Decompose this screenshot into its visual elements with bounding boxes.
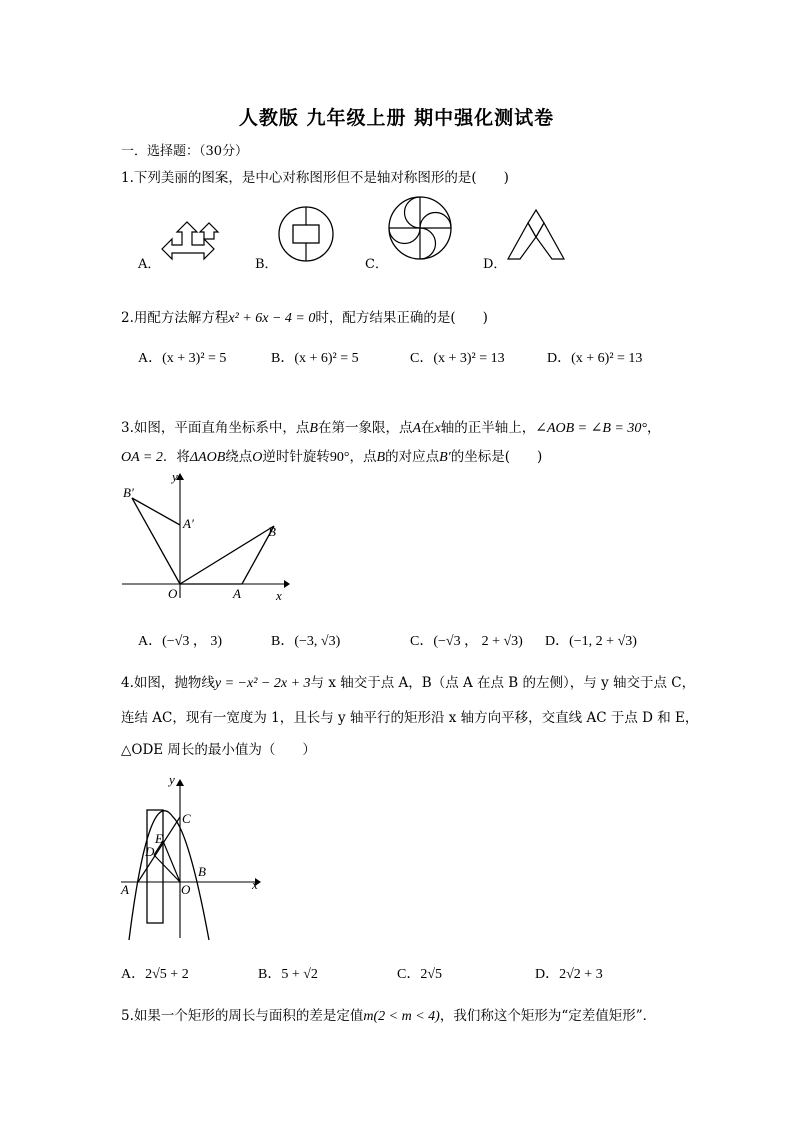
q1-figure-b-circle-rect bbox=[276, 204, 336, 264]
q4-graph-y-label: y bbox=[169, 772, 175, 787]
q3-point-a: A bbox=[412, 421, 422, 436]
q4-option-c: C．2√5 bbox=[397, 967, 443, 982]
q3-point-b-prime: B′ bbox=[439, 450, 451, 465]
q3-graph-b-prime-label: B′ bbox=[123, 485, 134, 500]
q1-figure-d-rhombi bbox=[506, 208, 566, 264]
q4-line-3: △ODE 周长的最小值为（ ） bbox=[121, 742, 316, 758]
q1-option-a-label: A． bbox=[138, 257, 161, 272]
q3-option-a: A．(−√3 ， 3) bbox=[138, 634, 223, 649]
q3-text: 轴的正半轴上， bbox=[440, 420, 536, 436]
q1-option-b-label: B． bbox=[255, 257, 278, 272]
q4-graph-c-label: C bbox=[182, 811, 191, 826]
q1-option-c-label: C． bbox=[365, 257, 388, 272]
q3-graph-a-prime-label: A′ bbox=[183, 516, 194, 531]
q2-stem-post: 时，配方结果正确的是( ) bbox=[315, 310, 488, 326]
q5-text: ，我们称这个矩形为“定差值矩形”． bbox=[439, 1008, 657, 1024]
q3-graph-x-label: x bbox=[276, 588, 282, 603]
q2-option-d: D．(x + 6)² = 13 bbox=[547, 351, 643, 366]
q2-option-a: A．(x + 3)² = 5 bbox=[138, 351, 227, 366]
q3-text: 的坐标是( ) bbox=[450, 449, 543, 465]
q4-graph-d-label: D bbox=[145, 844, 155, 859]
q2-stem-pre: 2.用配方法解方程 bbox=[121, 310, 229, 326]
q4-parabola-figure bbox=[117, 772, 267, 944]
q3-text: 在第一象限，点 bbox=[317, 420, 413, 436]
q5-line-1 bbox=[121, 1004, 656, 1025]
q3-text: 逆时针旋转 bbox=[262, 449, 330, 465]
q5-m-range: m(2 < m < 4) bbox=[363, 1009, 440, 1024]
q3-text: 在 bbox=[421, 420, 435, 436]
q3-coordinate-figure bbox=[118, 470, 293, 605]
q3-text: ， bbox=[646, 420, 661, 436]
q3-text: 的对应点 bbox=[385, 449, 440, 465]
q1-option-d-label: D． bbox=[483, 257, 507, 272]
q4-option-d: D．2√2 + 3 bbox=[535, 967, 603, 982]
q2-option-c: C．(x + 3)² = 13 bbox=[410, 351, 505, 366]
q3-option-c: C．(−√3 ， 2 + √3) bbox=[410, 634, 523, 649]
section-heading: 一．选择题：（30分） bbox=[121, 144, 249, 159]
q2-stem bbox=[121, 306, 488, 327]
q4-line-2: 连结 AC，现有一宽度为 1，且长与 y 轴平行的矩形沿 x 轴方向平移，交直线 AC 于点 D 和 E， bbox=[121, 710, 699, 726]
q3-text: 绕点 bbox=[225, 449, 253, 465]
q2-option-b: B．(x + 6)² = 5 bbox=[271, 351, 359, 366]
q4-text: 4.如图，抛物线 bbox=[121, 675, 215, 691]
q3-line-1 bbox=[121, 416, 660, 437]
q3-point-o: O bbox=[252, 450, 263, 465]
q4-option-b: B．5 + √2 bbox=[258, 967, 318, 982]
q4-graph-o-label: O bbox=[181, 882, 191, 897]
q5-text: 5.如果一个矩形的周长与面积的差是定值 bbox=[121, 1008, 364, 1024]
q3-graph-y-label: y bbox=[172, 469, 178, 484]
q3-text: ，点 bbox=[349, 449, 377, 465]
q4-graph-b-label: B bbox=[198, 864, 206, 879]
q4-graph-a-label: A bbox=[121, 882, 129, 897]
q3-degrees: 90° bbox=[329, 450, 350, 465]
q3-option-b: B．(−3, √3) bbox=[271, 634, 341, 649]
q1-stem: 1.下列美丽的图案，是中心对称图形但不是轴对称图形的是( ) bbox=[121, 170, 509, 186]
q4-graph-e-label: E bbox=[155, 831, 163, 846]
q1-figure-a-arrows bbox=[160, 218, 226, 263]
q3-graph-b-label: B bbox=[268, 524, 276, 539]
q3-text: ．将 bbox=[162, 449, 190, 465]
q4-option-a: A．2√5 + 2 bbox=[121, 967, 189, 982]
q3-x-axis: x bbox=[434, 421, 441, 436]
q3-graph-a-label: A bbox=[233, 586, 241, 601]
q3-angle: ∠AOB = ∠B = 30° bbox=[535, 421, 647, 436]
q3-graph-o-label: O bbox=[168, 586, 178, 601]
q3-point-b: B bbox=[376, 450, 386, 465]
q3-text: 3.如图，平面直角坐标系中，点 bbox=[121, 420, 310, 436]
q3-oa: OA = 2 bbox=[121, 450, 163, 465]
q3-line-2 bbox=[121, 445, 542, 466]
q2-equation: x² + 6x − 4 = 0 bbox=[228, 311, 316, 326]
page-title: 人教版 九年级上册 期中强化测试卷 bbox=[238, 107, 555, 129]
q1-figure-c-swirl bbox=[387, 195, 453, 261]
q3-triangle: ΔAOB bbox=[189, 450, 226, 465]
q4-text: 与 x 轴交于点 A，B（点 A 在点 B 的左侧），与 y 轴交于点 C， bbox=[310, 675, 696, 691]
q3-point-b: B bbox=[309, 421, 318, 436]
q4-line-1 bbox=[121, 671, 695, 692]
q4-graph-x-label: x bbox=[252, 877, 258, 892]
q3-option-d: D．(−1, 2 + √3) bbox=[545, 634, 637, 649]
q4-equation: y = −x² − 2x + 3 bbox=[214, 676, 311, 691]
